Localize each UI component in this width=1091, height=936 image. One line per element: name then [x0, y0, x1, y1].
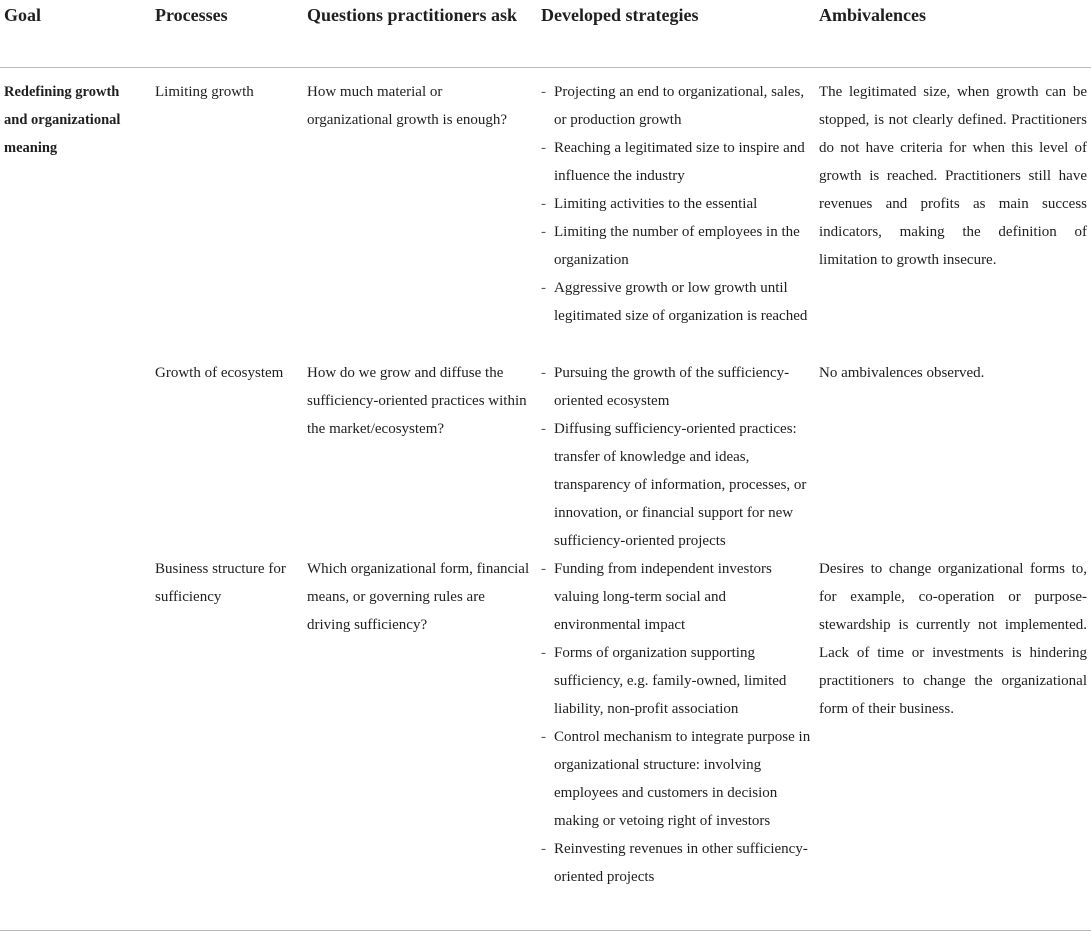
row-1-ambivalence: The legitimated size, when growth can be stopped, is not clearly defined. Practitioners do not have criteria for when this level of growth is reached. Practitioners still have revenues and profits as main success indicators, making the definition of limitation to growth insecure. [819, 84, 1087, 268]
bullet-marker: - [541, 841, 546, 857]
row-3-strategies [541, 555, 811, 891]
bullet-marker: - [541, 196, 546, 212]
list-item: - Limiting activities to the essential [541, 190, 811, 218]
bullet-marker: - [541, 421, 546, 437]
bullet-marker: - [541, 280, 546, 296]
row-1-strategies [541, 78, 811, 330]
header-processes: Processes [155, 5, 228, 25]
list-item: - Limiting the number of employees in the organization [541, 218, 811, 274]
row-1-question: How much material or organizational growth is enough? [307, 84, 508, 128]
row-2-question: How do we grow and diffuse the sufficiency-oriented practices within the market/ecosystem? [307, 365, 527, 437]
bullet-marker: - [541, 561, 546, 577]
row-2-ambivalence: No ambivalences observed. [819, 365, 985, 381]
row-2-strategies [541, 359, 811, 555]
bullet-marker: - [541, 140, 546, 156]
bullet-marker: - [541, 729, 546, 745]
header-ambivalences: Ambivalences [819, 5, 926, 25]
row-2-process: Growth of ecosystem [155, 365, 284, 381]
list-item: - Control mechanism to integrate purpose in organizational structure: involving employees and customers in decision making or vetoing right of investors [541, 723, 811, 835]
table-header-row [0, 0, 1091, 68]
list-item: - Aggressive growth or low growth until legitimated size of organization is reached [541, 274, 811, 330]
list-item: - Funding from independent investors valuing long-term social and environmental impact [541, 555, 811, 639]
list-item: - Diffusing sufficiency-oriented practices: transfer of knowledge and ideas, transparency of information, processes, or innovation, or financial support for new sufficiency-oriented projects [541, 415, 811, 555]
list-item: - Forms of organization supporting sufficiency, e.g. family-owned, limited liability, non-profit association [541, 639, 811, 723]
header-strategies: Developed strategies [541, 5, 699, 25]
list-item: - Pursuing the growth of the sufficiency-oriented ecosystem [541, 359, 811, 415]
bullet-marker: - [541, 84, 546, 100]
header-goal: Goal [4, 5, 42, 25]
bullet-marker: - [541, 224, 546, 240]
header-questions: Questions practitioners ask [307, 5, 518, 25]
bullet-marker: - [541, 365, 546, 381]
row-3-question: Which organizational form, financial means, or governing rules are driving sufficiency? [307, 561, 530, 633]
table-bottom-rule [0, 930, 1091, 931]
row-3-process: Business structure for sufficiency [155, 561, 286, 605]
row-3-ambivalence: Desires to change organizational forms to, for example, co-operation or purpose-stewardship is currently not implemented. Lack of time or investments is hindering practitioners to change the organizational form of their business. [819, 561, 1087, 717]
bullet-marker: - [541, 645, 546, 661]
list-item: - Projecting an end to organizational, sales, or production growth [541, 78, 811, 134]
list-item: - Reaching a legitimated size to inspire and influence the industry [541, 134, 811, 190]
list-item: - Reinvesting revenues in other sufficiency-oriented projects [541, 835, 811, 891]
row-1-process: Limiting growth [155, 84, 254, 100]
goal-cell: Redefining growth and organizational meaning [4, 84, 121, 156]
